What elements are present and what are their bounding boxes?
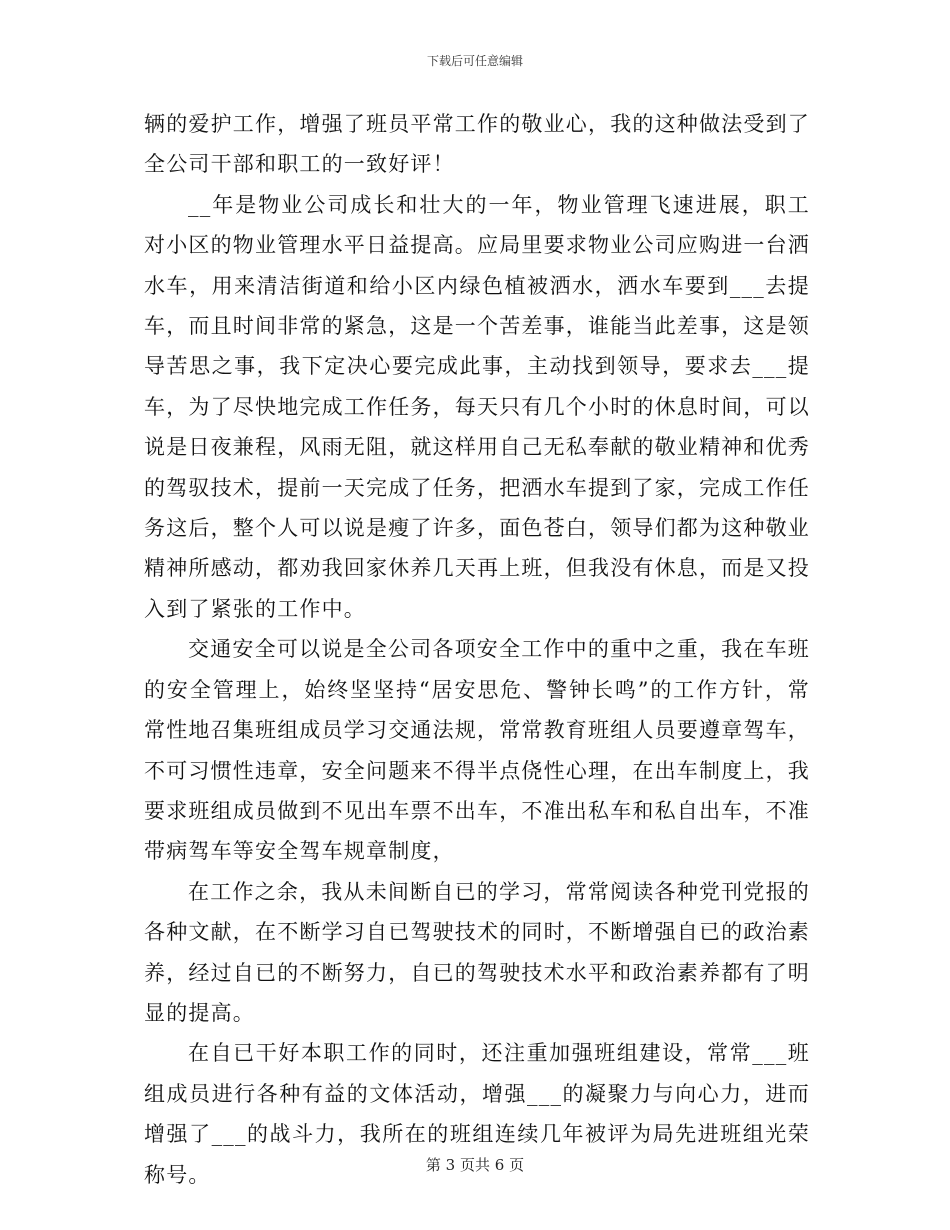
paragraph-4: 在工作之余，我从未间断自已的学习，常常阅读各种党刊党报的各种文献，在不断学习自已驾驶技术的同时，不断增强自已的政治素养，经过自已的不断努力，自已的驾驶技术水平和政治素养都有了明显的提高。 bbox=[144, 879, 810, 1025]
paragraph-2: __年是物业公司成长和壮大的一年，物业管理飞速进展，职工对小区的物业管理水平日益提高。应局里要求物业公司应购进一台洒水车，用来清洁街道和给小区内绿色植被洒水，洒水车要到___去提车，而且时间非常的紧急，这是一个苦差事，谁能当此差事，这是领导苦思之事，我下定决心要完成此事，主动找到领导，要求去___提车，为了尽快地完成工作任务，每天只有几个小时的休息时间，可以说是日夜兼程，风雨无阻，就这样用自己无私奉献的敬业精神和优秀的驾驭技术，提前一天完成了任务，把洒水车提到了家，完成工作任务这后，整个人可以说是瘦了许多，面色苍白，领导们都为这种敬业精神所感动，都劝我回家休养几天再上班，但我没有休息，而是又投入到了紧张的工作中。 bbox=[144, 192, 810, 621]
page-number-footer: 第 3 页共 6 页 bbox=[425, 1156, 525, 1174]
paragraph-1: 辆的爱护工作，增强了班员平常工作的敬业心，我的这种做法受到了全公司干部和职工的一致好评！ bbox=[144, 112, 810, 177]
paragraph-5: 在自已干好本职工作的同时，还注重加强班组建设，常常___班组成员进行各种有益的文体活动，增强___的凝聚力与向心力，进而增强了___的战斗力，我所在的班组连续几年被评为局先进班组光荣称号。 bbox=[144, 1041, 810, 1187]
document-body bbox=[144, 104, 810, 1195]
page-header: 下载后可任意编辑 bbox=[426, 54, 523, 68]
paragraph-3: 交通安全可以说是全公司各项安全工作中的重中之重，我在车班的安全管理上，始终坚坚持“居安思危、警钟长鸣”的工作方针，常常性地召集班组成员学习交通法规，常常教育班组人员要遵章驾车，不可习惯性违章，安全问题来不得半点侥性心理，在出车制度上，我要求班组成员做到不见出车票不出车，不准出私车和私自出车，不准带病驾车等安全驾车规章制度， bbox=[144, 637, 810, 864]
